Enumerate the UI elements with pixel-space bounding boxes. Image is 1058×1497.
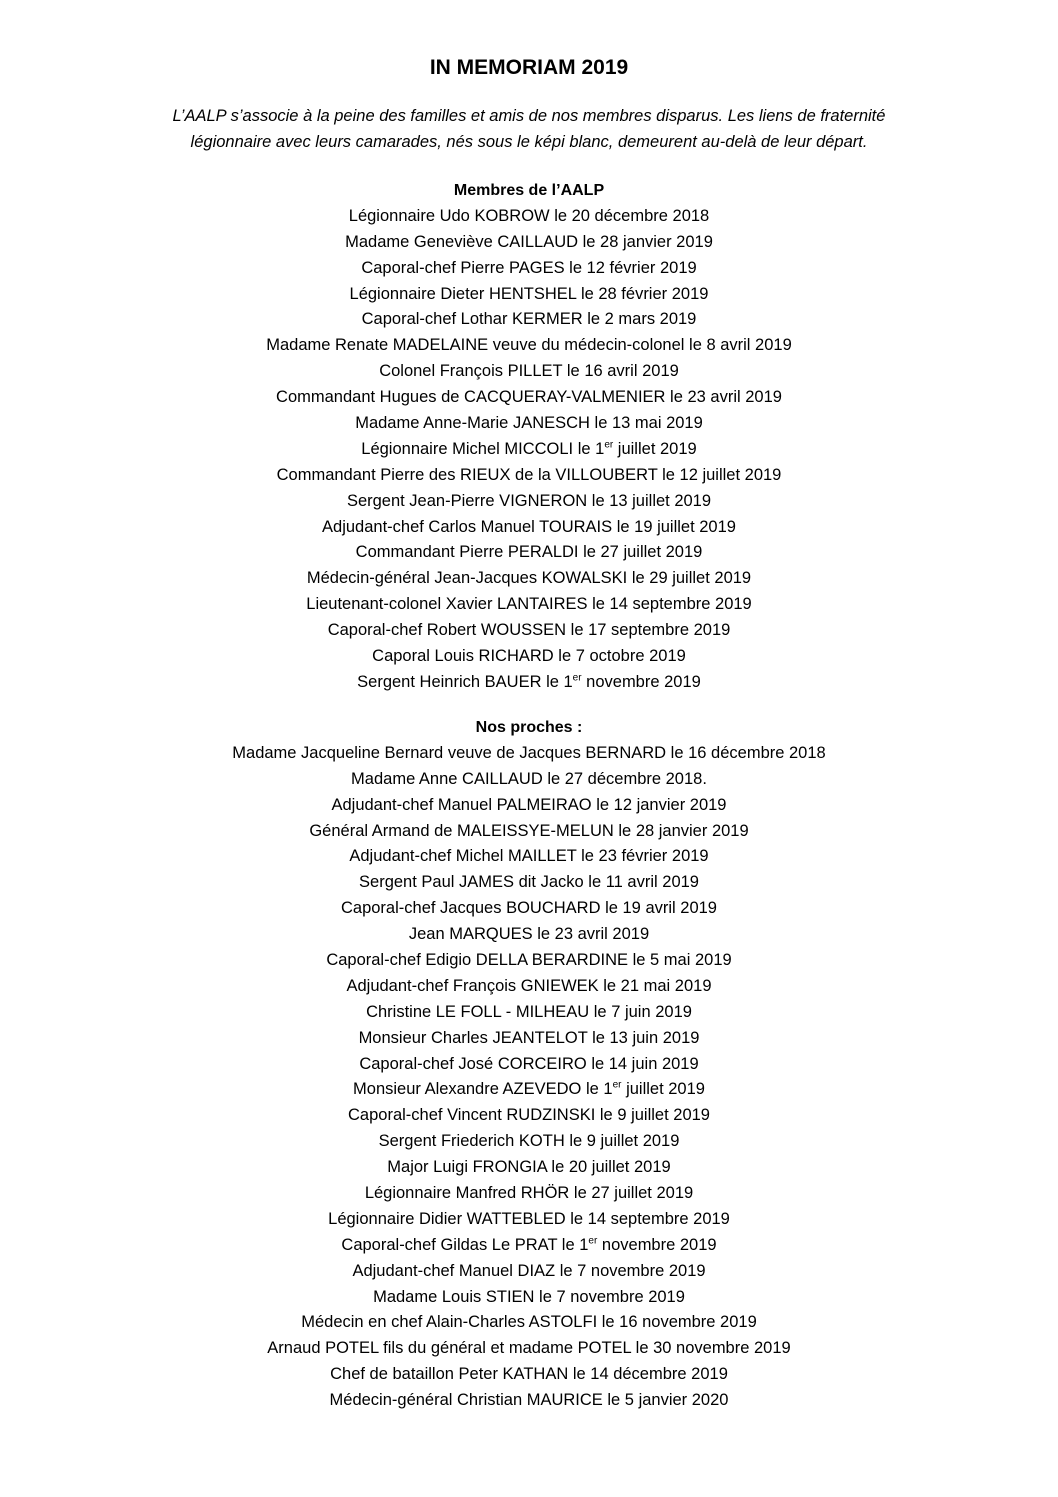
relatives-heading: Nos proches : [475,719,583,736]
list-item: Christine LE FOLL - MILHEAU le 7 juin 2019 [366,1002,692,1021]
entry-text: Monsieur Alexandre AZEVEDO le 1 [353,1080,613,1099]
entry-text: juillet 2019 [613,439,697,458]
list-item: Adjudant-chef Carlos Manuel TOURAIS le 19 juillet 2019 [322,517,736,536]
list-item: Madame Louis STIEN le 7 novembre 2019 [373,1287,685,1306]
list-item: Légionnaire Dieter HENTSHEL le 28 février 2019 [349,284,709,303]
list-item: Commandant Pierre PERALDI le 27 juillet 2019 [355,543,703,562]
entry-text: novembre 2019 [581,672,701,691]
entry-text: Caporal-chef Gildas Le PRAT le 1 [341,1235,589,1254]
list-item: Caporal-chef Robert WOUSSEN le 17 septembre 2019 [327,621,731,640]
list-item: Madame Geneviève CAILLAUD le 28 janvier 2019 [345,232,713,251]
list-item: Adjudant-chef Manuel DIAZ le 7 novembre 2019 [352,1261,706,1280]
list-item: Caporal-chef Pierre PAGES le 12 février 2019 [361,258,697,277]
list-item: Légionnaire Manfred RHÖR le 27 juillet 2019 [364,1184,694,1203]
list-item: Caporal Louis RICHARD le 7 octobre 2019 [372,647,686,666]
list-item: Major Luigi FRONGIA le 20 juillet 2019 [387,1158,671,1177]
members-list [0,178,1058,696]
list-item: Madame Anne-Marie JANESCH le 13 mai 2019 [355,414,703,433]
list-item: Caporal-chef Edigio DELLA BERARDINE le 5 mai 2019 [326,951,732,970]
intro-line: L’AALP s’associe à la peine des familles et amis de nos membres disparus. Les liens de fraternité [172,107,886,125]
members-heading: Membres de l’AALP [453,182,605,199]
list-item: Jean MARQUES le 23 avril 2019 [408,925,650,944]
list-item: Adjudant-chef Manuel PALMEIRAO le 12 janvier 2019 [331,795,727,814]
list-item [0,670,1058,696]
list-item: Médecin en chef Alain-Charles ASTOLFI le 16 novembre 2019 [301,1313,757,1332]
entry-text: Légionnaire Michel MICCOLI le 1 [361,439,605,458]
list-item [0,437,1058,463]
list-item: Arnaud POTEL fils du général et madame POTEL le 30 novembre 2019 [267,1339,791,1358]
ordinal-suffix: er [572,672,582,684]
list-item: Madame Anne CAILLAUD le 27 décembre 2018. [351,769,707,788]
list-item: Sergent Jean-Pierre VIGNERON le 13 juillet 2019 [346,491,712,510]
list-item: Caporal-chef Lothar KERMER le 2 mars 2019 [361,310,697,329]
list-item: Caporal-chef José CORCEIRO le 14 juin 2019 [359,1054,699,1073]
list-item: Commandant Hugues de CACQUERAY-VALMENIER le 23 avril 2019 [276,388,782,407]
list-item: Caporal-chef Jacques BOUCHARD le 19 avril 2019 [340,899,717,918]
entry-text: novembre 2019 [597,1235,717,1254]
list-item: Sergent Paul JAMES dit Jacko le 11 avril 2019 [359,873,699,892]
ordinal-suffix: er [588,1235,598,1247]
list-item: Monsieur Charles JEANTELOT le 13 juin 2019 [358,1028,700,1047]
list-item: Légionnaire Udo KOBROW le 20 décembre 2018 [348,206,710,225]
list-item: Lieutenant-colonel Xavier LANTAIRES le 14 septembre 2019 [306,595,752,614]
list-item: Chef de bataillon Peter KATHAN le 14 décembre 2019 [330,1365,728,1384]
list-item: Légionnaire Didier WATTEBLED le 14 septembre 2019 [328,1209,730,1228]
intro-paragraph [0,103,1058,155]
list-item [0,1077,1058,1103]
list-item: Sergent Friederich KOTH le 9 juillet 2019 [378,1132,680,1151]
list-item: Caporal-chef Vincent RUDZINSKI le 9 juillet 2019 [348,1106,710,1125]
relatives-list [0,715,1058,1414]
ordinal-suffix: er [612,1079,622,1091]
list-item: Colonel François PILLET le 16 avril 2019 [379,362,679,381]
list-item: Médecin-général Jean-Jacques KOWALSKI le 29 juillet 2019 [306,569,752,588]
list-item: Madame Jacqueline Bernard veuve de Jacques BERNARD le 16 décembre 2018 [232,743,826,762]
list-item: Médecin-général Christian MAURICE le 5 janvier 2020 [329,1391,729,1410]
intro-line: légionnaire avec leurs camarades, nés sous le képi blanc, demeurent au-delà de leur départ. [190,133,868,151]
list-item: Madame Renate MADELAINE veuve du médecin-colonel le 8 avril 2019 [266,336,792,355]
list-item [0,1233,1058,1259]
list-item: Général Armand de MALEISSYE-MELUN le 28 janvier 2019 [309,821,749,840]
list-item: Commandant Pierre des RIEUX de la VILLOUBERT le 12 juillet 2019 [276,465,782,484]
page-title: IN MEMORIAM 2019 [429,56,629,79]
list-item: Adjudant-chef Michel MAILLET le 23 février 2019 [349,847,709,866]
entry-text: juillet 2019 [621,1080,705,1099]
entry-text: Sergent Heinrich BAUER le 1 [357,672,573,691]
ordinal-suffix: er [604,439,614,451]
list-item: Adjudant-chef François GNIEWEK le 21 mai 2019 [346,976,712,995]
